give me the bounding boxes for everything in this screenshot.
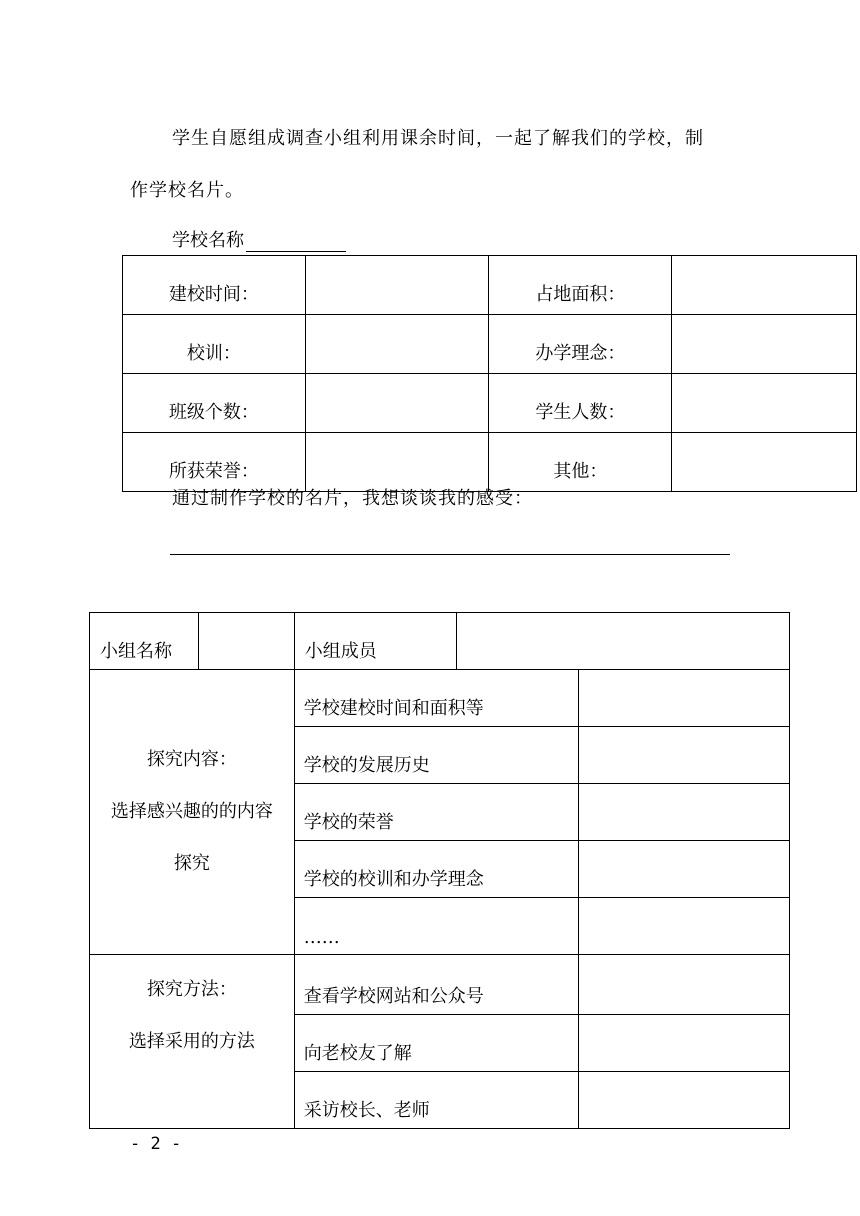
group-research-table (89, 612, 790, 1129)
card-row (123, 256, 857, 315)
intro-line-1: 学生自愿组成调查小组利用课余时间，一起了解我们的学校，制 (172, 128, 704, 149)
card-value-founded[interactable] (305, 256, 489, 315)
card-label-philosophy: 办学理念： (489, 315, 672, 374)
card-row (123, 315, 857, 374)
card-label-motto: 校训： (123, 315, 306, 374)
research-content-cell (90, 670, 295, 955)
school-name-row (172, 226, 346, 252)
method-item: 采访校长、老师 (294, 1072, 579, 1129)
research-content-subtitle-2: 探究 (173, 853, 210, 874)
group-name-value[interactable] (198, 613, 294, 670)
card-label-other: 其他： (489, 433, 672, 492)
feeling-prompt: 通过制作学校的名片，我想谈谈我的感受： (172, 488, 533, 509)
content-item: 学校的发展历史 (294, 727, 579, 784)
card-value-honors[interactable] (305, 433, 489, 492)
method-row (90, 955, 790, 1015)
content-item: 学校建校时间和面积等 (294, 670, 579, 727)
card-label-honors: 所获荣誉： (123, 433, 306, 492)
research-method-title: 探究方法： (146, 978, 237, 1000)
page-number: - 2 - (130, 1134, 182, 1154)
content-item: …… (294, 898, 579, 955)
school-name-blank[interactable] (246, 233, 346, 252)
intro-line-2: 作学校名片。 (130, 180, 244, 201)
research-method-subtitle: 选择采用的方法 (128, 1030, 255, 1052)
method-check[interactable] (579, 1015, 790, 1072)
group-members-value[interactable] (456, 613, 789, 670)
card-label-students: 学生人数： (489, 374, 672, 433)
card-label-area: 占地面积： (489, 256, 672, 315)
method-item: 查看学校网站和公众号 (294, 955, 579, 1015)
method-check[interactable] (579, 1072, 790, 1129)
card-row (123, 374, 857, 433)
group-header-row (90, 613, 790, 670)
card-label-classes: 班级个数： (123, 374, 306, 433)
feeling-answer-line[interactable] (170, 554, 730, 555)
content-row (90, 670, 790, 727)
content-check[interactable] (579, 670, 790, 727)
method-item: 向老校友了解 (294, 1015, 579, 1072)
card-value-students[interactable] (672, 374, 857, 433)
content-item: 学校的校训和办学理念 (294, 841, 579, 898)
content-check[interactable] (579, 898, 790, 955)
content-item: 学校的荣誉 (294, 784, 579, 841)
card-value-philosophy[interactable] (672, 315, 857, 374)
card-label-founded: 建校时间： (123, 256, 306, 315)
group-name-label: 小组名称 (90, 613, 199, 670)
content-check[interactable] (579, 841, 790, 898)
content-check[interactable] (579, 784, 790, 841)
card-value-area[interactable] (672, 256, 857, 315)
content-check[interactable] (579, 727, 790, 784)
research-method-cell (90, 955, 295, 1129)
method-check[interactable] (579, 955, 790, 1015)
research-content-title: 探究内容： (146, 749, 237, 770)
card-value-motto[interactable] (305, 315, 489, 374)
card-value-classes[interactable] (305, 374, 489, 433)
card-row (123, 433, 857, 492)
school-card-table (122, 255, 857, 492)
school-name-label: 学校名称 (172, 230, 244, 251)
group-members-label: 小组成员 (294, 613, 456, 670)
research-content-subtitle: 选择感兴趣的的内容 (110, 801, 273, 822)
card-value-other[interactable] (672, 433, 857, 492)
